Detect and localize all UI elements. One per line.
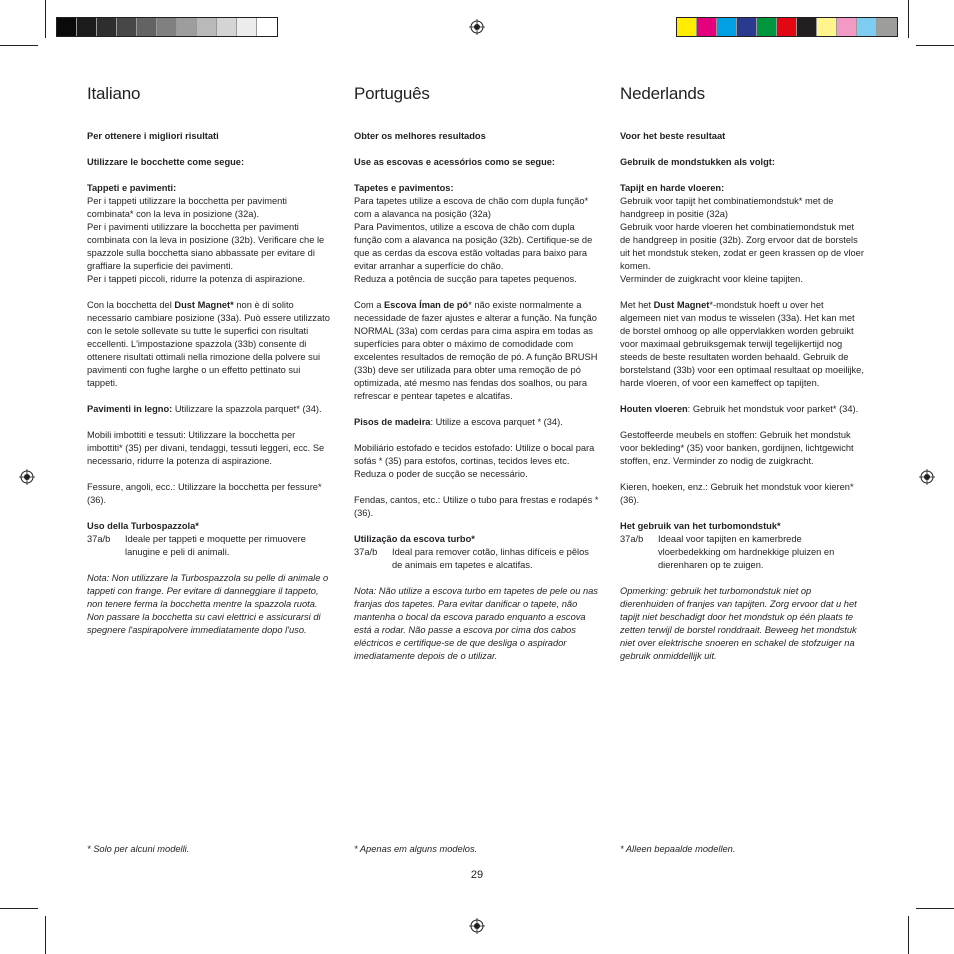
color-swatch [57, 18, 77, 36]
item-text: Ideaal voor tapijten en kamerbrede vloerbedekking om hardnekkige pluizen en dierenharen op te zuigen. [658, 534, 835, 570]
subheading: Tapetes e pavimentos: [354, 183, 454, 193]
turbo-heading: Utilização da escova turbo* [354, 534, 475, 544]
upholstery-paragraph: Mobili imbottiti e tessuti: Utilizzare la bocchetta per imbottiti* (35) per divani, tendaggi, tessuti leggeri, ecc. Se necessario, ridurre la potenza di aspirazione. [87, 430, 325, 466]
color-swatch [777, 18, 797, 36]
registration-mark-icon [19, 469, 35, 485]
turbo-item [620, 533, 866, 572]
product-name: Dust Magnet [653, 300, 710, 310]
turbo-heading: Uso della Turbospazzola* [87, 521, 199, 531]
subheading: Tappeti e pavimenti: [87, 183, 177, 193]
body-text: Utilizzare la spazzola parquet* (34). [172, 404, 322, 414]
process-color-bar [676, 17, 898, 37]
body-text: Gebruik voor tapijt het combinatiemondstuk* met de handgreep in positie (32a) Gebruik voor harde vloeren het combinatiemondstuk met de handgreep in positie (32b). Zorg ervoor dat de borstels uit het mondstuk steken, zodat er geen krassen op de vloer komen. Verminder de zuigkracht voor kleine tapijten. [620, 196, 864, 284]
wood-paragraph [620, 403, 866, 416]
body-text: : Gebruik het mondstuk voor parket* (34). [687, 404, 859, 414]
color-swatch [857, 18, 877, 36]
carpet-paragraph [620, 182, 866, 286]
item-number: 37a/b [87, 534, 111, 544]
language-heading: Português [354, 84, 430, 103]
color-swatch [157, 18, 177, 36]
color-swatch [77, 18, 97, 36]
body-text: : Utilize a escova parquet * (34). [430, 417, 563, 427]
product-name: Dust Magnet* [174, 300, 234, 310]
body-text: Con la bocchetta del [87, 300, 175, 310]
crevices-paragraph: Fendas, cantos, etc.: Utilize o tubo para frestas e rodapés * (36). [354, 495, 599, 518]
upholstery-paragraph: Mobiliário estofado e tecidos estofado: Utilize o bocal para sofás * (35) para estofos, cortinas, tecidos leves etc. Reduza o poder de sucção se necessário. [354, 443, 595, 479]
color-swatch [177, 18, 197, 36]
wood-paragraph [87, 403, 333, 416]
color-swatch [697, 18, 717, 36]
turbo-item [87, 533, 333, 559]
subheading: Tapijt en harde vloeren: [620, 183, 725, 193]
color-swatch [717, 18, 737, 36]
registration-mark-icon [919, 469, 935, 485]
item-number: 37a/b [620, 534, 644, 544]
color-swatch [837, 18, 857, 36]
color-swatch [877, 18, 897, 36]
footnote: * Alleen bepaalde modellen. [620, 844, 736, 854]
color-swatch [257, 18, 277, 36]
dust-magnet-paragraph [87, 299, 333, 390]
wood-paragraph [354, 416, 600, 429]
footnote: * Apenas em alguns modelos. [354, 844, 478, 854]
crop-mark [916, 908, 954, 909]
crevices-paragraph: Fessure, angoli, ecc.: Utilizzare la bocchetta per fessure* (36). [87, 482, 322, 505]
footnote: * Solo per alcuni modelli. [87, 844, 190, 854]
color-swatch [97, 18, 117, 36]
page-number: 29 [470, 869, 484, 881]
body-text: Com a [354, 300, 384, 310]
item-number: 37a/b [354, 547, 378, 557]
language-heading: Italiano [87, 84, 141, 103]
crop-mark [45, 916, 46, 954]
color-swatch [117, 18, 137, 36]
turbo-item [354, 546, 600, 572]
subheading: Pavimenti in legno: [87, 404, 173, 414]
section-heading: Voor het beste resultaat [620, 131, 726, 141]
color-swatch [217, 18, 237, 36]
crevices-paragraph: Kieren, hoeken, enz.: Gebruik het mondstuk voor kieren* (36). [620, 482, 854, 505]
note-text: Nota: Não utilize a escova turbo em tapetes de pele ou nas franjas dos tapetes. Para evitar danificar o tapete, não mantenha o bocal da escova parado enquanto a escova está a rodar. Não passe a escova por cima dos cabos eléctricos e certifique-se de que desliga o aspirador imediatamente depois de o utilizar. [354, 586, 598, 661]
subheading: Houten vloeren [620, 404, 688, 414]
section-heading: Gebruik de mondstukken als volgt: [620, 157, 775, 167]
body-text: Para tapetes utilize a escova de chão com dupla função* com a alavanca na posição (32a) Para Pavimentos, utilize a escova de chão com dupla função com a alavanca na posição (32b). Certifique-se de que as cerdas da escova estão voltadas para baixo para evitar arranhar a superfície do chão. Reduza a potência de sucção para tapetes pequenos. [354, 196, 593, 284]
subheading: Pisos de madeira [354, 417, 431, 427]
crop-mark [0, 45, 38, 46]
color-swatch [137, 18, 157, 36]
grayscale-color-bar [56, 17, 278, 37]
color-swatch [757, 18, 777, 36]
body-text: non è di solito necessario cambiare posizione (33a). Può essere utilizzato con le setole sollevate su tutte le superfici con risultati eccellenti. L'impostazione spazzola (33b) consente di ottenere risultati ottimali nella rimozione della polvere sui pavimenti con fughe larghe o un effetto pettinato sui tappeti. [87, 300, 330, 388]
item-text: Ideale per tappeti e moquette per rimuovere lanugine e peli di animali. [125, 534, 306, 557]
body-text: * não existe normalmente a necessidade de fazer ajustes e alterar a função. Na função NORMAL (33a) com cerdas para cima aspira em todas as superfícies para obter o máximo de comodidade com excelentes resultados de remoção de pó. A função BRUSH (33b) deve ser utilizada para obter uma remoção de pó optimizada, até mesmo nas fendas dos soalhos, ou para refrescar e pentear tapetes e alcatifas. [354, 300, 598, 401]
note-text: Opmerking: gebruik het turbomondstuk niet op dierenhuiden of franjes van tapijten. Zorg ervoor dat u het tapijt niet beschadigt door het mondstuk op één plaats te zetten terwijl de borstel ronddraait. Beweeg het mondstuk niet over elektrische snoeren en schakel de stofzuiger na gebruik onmiddellijk uit. [620, 586, 857, 661]
crop-mark [908, 0, 909, 38]
section-heading: Use as escovas e acessórios como se segue: [354, 157, 556, 167]
color-swatch [197, 18, 217, 36]
carpet-paragraph [354, 182, 600, 286]
color-swatch [737, 18, 757, 36]
language-heading: Nederlands [620, 84, 705, 103]
body-text: Met het [620, 300, 654, 310]
column-nederlands [620, 84, 866, 676]
turbo-heading: Het gebruik van het turbomondstuk* [620, 521, 781, 531]
registration-mark-icon [469, 918, 485, 934]
dust-magnet-paragraph [354, 299, 600, 403]
crop-mark [45, 0, 46, 38]
upholstery-paragraph: Gestoffeerde meubels en stoffen: Gebruik het mondstuk voor bekleding* (35) voor banken, gordijnen, lichtgewicht stoffen, enz. Verminder zo nodig de zuigkracht. [620, 430, 854, 466]
section-heading: Obter os melhores resultados [354, 131, 486, 141]
item-text: Ideal para remover cotão, linhas difíceis e pêlos de animais em tapetes e alcatifas. [392, 547, 589, 570]
color-swatch [817, 18, 837, 36]
body-text: Per i tappeti utilizzare la bocchetta per pavimenti combinata* con la leva in posizione (32a). Per i pavimenti utilizzare la bocchetta per pavimenti combinata con la leva in posizione (32b). Verificare che le spazzole sulla bocchetta siano abbassate per evitare di graffiare la superficie dei pavimenti. Per i tappeti piccoli, ridurre la potenza di aspirazione. [87, 196, 325, 284]
crop-mark [0, 908, 38, 909]
crop-mark [916, 45, 954, 46]
column-portugues [354, 84, 600, 676]
column-italiano [87, 84, 333, 650]
color-swatch [677, 18, 697, 36]
product-name: Escova Íman de pó [383, 300, 469, 310]
color-swatch [237, 18, 257, 36]
body-text: *-mondstuk hoeft u over het algemeen niet van modus te wisselen (33a). Het kan met de borstel omhoog op alle oppervlakken worden gebruikt voor maximaal gebruiksgemak terwijl tegelijkertijd nog steeds de beste resultaten worden behaald. Gebruik de borstelstand (33b) voor een optimaal resultaat op moeilijke, harde vloeren, of voor een kameffect op tapijten. [620, 300, 864, 388]
crop-mark [908, 916, 909, 954]
section-heading: Per ottenere i migliori risultati [87, 131, 219, 141]
color-swatch [797, 18, 817, 36]
section-heading: Utilizzare le bocchette come segue: [87, 157, 245, 167]
note-text: Nota: Non utilizzare la Turbospazzola su pelle di animale o tappeti con frange. Per evitare di danneggiare il tappeto, non tenere ferma la bocchetta mentre la spazzola ruota. Non passare la bocchetta su cavi elettrici e assicurarsi di spegnere l'aspirapolvere immediatamente dopo l'uso. [87, 573, 329, 635]
carpet-paragraph [87, 182, 333, 286]
registration-mark-icon [469, 19, 485, 35]
dust-magnet-paragraph [620, 299, 866, 390]
